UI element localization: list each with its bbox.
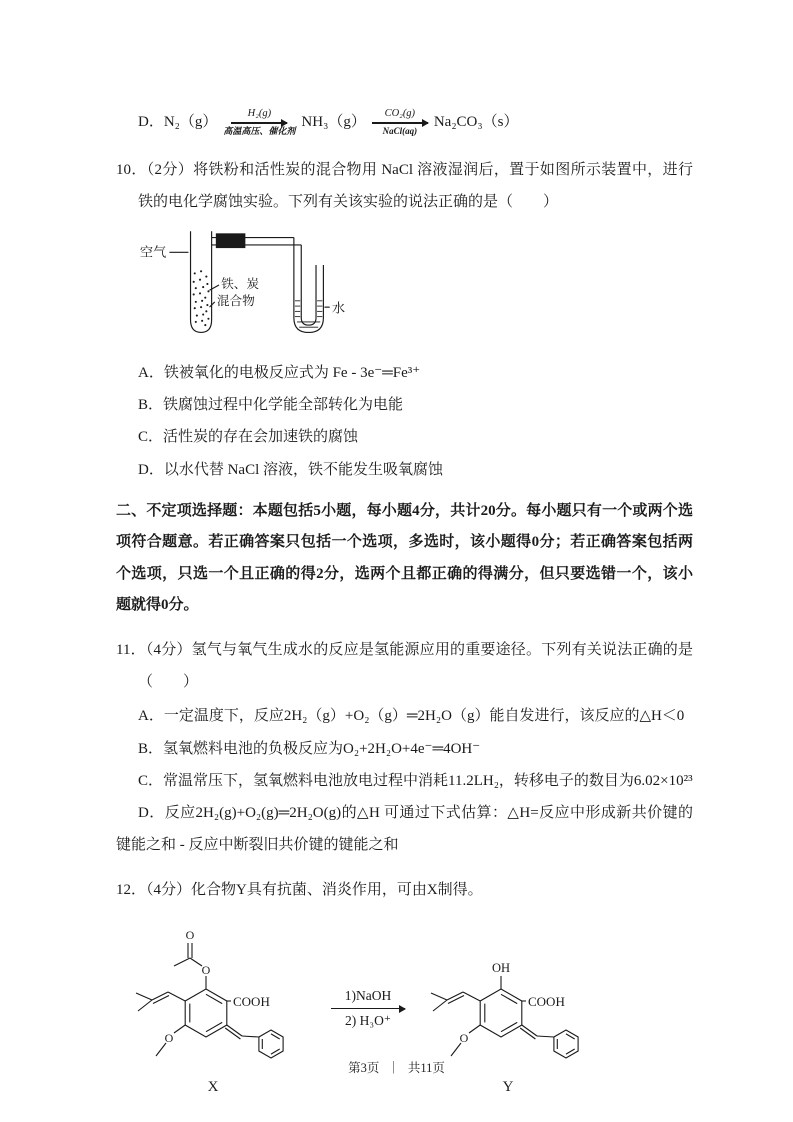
option-d-label: D． <box>138 113 164 130</box>
question-11-options <box>116 700 693 861</box>
diagram-label-air: 空气 <box>139 244 167 260</box>
q10-option-b: B．铁腐蚀过程中化学能全部转化为电能 <box>138 397 404 413</box>
apparatus-diagram <box>136 227 360 343</box>
y-structure-label: Y <box>502 1078 514 1095</box>
y-cooh-label: COOH <box>528 993 565 1009</box>
species-na2co3: Na₂CO₃（s） <box>433 113 519 130</box>
option-d-equation <box>138 102 693 142</box>
q10-option-c: C．活性炭的存在会加速铁的腐蚀 <box>138 429 359 446</box>
diagram-label-water: 水 <box>331 299 346 315</box>
q11-option-a: A．一定温度下，反应2H₂（g）+O₂（g）═2H₂O（g）能自发进行，该反应的△H＜0 <box>138 708 685 725</box>
arrow2-condition-below: NaCl(aq) <box>382 125 418 136</box>
mixture-dots <box>193 270 210 326</box>
arrow2-condition-above: CO₂(g) <box>384 108 416 120</box>
section-2-header: 二、不定项选择题：本题包括5小题，每小题4分，共计20分。每小题只有一个或两个选项符合题意。若正确答案只包括一个选项，多选时，该小题得0分；若正确答案包括两个选项，只选一个且正确的得2分，选两个且都正确的得满分，但只要选错一个，该小题就得0分。 <box>116 502 693 614</box>
question-10-diagram <box>136 227 693 355</box>
q12-arrow-line-icon <box>331 1008 405 1009</box>
arrow2-line-icon <box>372 122 428 123</box>
diagram-label-mixture-2: 混合物 <box>216 293 255 308</box>
molecule-y-bonds <box>431 976 578 1058</box>
q12-reaction-arrow <box>331 988 405 1030</box>
x-ester-oxygen-label: O <box>201 962 211 977</box>
x-methoxy-oxygen-label: O <box>164 1030 174 1045</box>
q10-option-a: A．铁被氧化的电极反应式为 Fe - 3e⁻═Fe³⁺ <box>138 364 421 381</box>
y-methoxy-oxygen-label: O <box>459 1030 469 1045</box>
footer-separator: ｜ <box>387 1061 400 1075</box>
species-nh3: NH₃（g） <box>301 113 366 130</box>
y-hydroxyl-label: OH <box>491 960 511 975</box>
question-10-options <box>116 357 693 486</box>
footer-page-number: 第3页 <box>348 1061 380 1075</box>
arrow1-line-icon <box>231 122 287 123</box>
diagram-label-mixture-1: 铁、炭 <box>221 276 260 291</box>
question-11-stem: 11．（4分）氢气与氧气生成水的反应是氢能源应用的重要途径。下列有关说法正确的是（ ） <box>116 641 693 690</box>
page-footer <box>0 1058 793 1076</box>
q11-option-c: C．常温常压下，氢氧燃料电池放电过程中消耗11.2LH₂，转移电子的数目为6.02×10²³ <box>138 772 693 789</box>
question-12-stem: 12．（4分）化合物Y具有抗菌、消炎作用，可由X制得。 <box>116 881 483 898</box>
q12-condition-1: 1)NaOH <box>344 987 392 1003</box>
question-10-stem: 10．（2分）将铁粉和活性炭的混合物用 NaCl 溶液湿润后，置于如图所示装置中，进行铁的电化学腐蚀实验。下列有关该实验的说法正确的是（ ） <box>116 162 693 211</box>
water-hatching <box>295 300 322 326</box>
reaction-arrow-1 <box>223 108 295 136</box>
q11-option-d: D．反应2H₂(g)+O₂(g)═2H₂O(g)的△H 可通过下式估算：△H=反应中形成新共价键的键能之和 - 反应中断裂旧共价键的键能之和 <box>116 805 693 854</box>
x-carbonyl-oxygen-label: O <box>185 927 195 942</box>
species-n2: N₂（g） <box>163 113 218 130</box>
arrow1-condition-above: H₂(g) <box>247 108 272 120</box>
q12-condition-2: 2) H₃O⁺ <box>345 1013 391 1029</box>
clamp-icon <box>216 233 246 248</box>
reaction-arrow-2 <box>372 108 428 136</box>
x-cooh-label: COOH <box>233 993 270 1009</box>
q10-option-d: D．以水代替 NaCl 溶液，铁不能发生吸氧腐蚀 <box>138 461 443 478</box>
arrow1-condition-below: 高温高压、催化剂 <box>223 125 296 136</box>
footer-total-pages: 共11页 <box>407 1061 445 1075</box>
q11-option-b: B．氢氧燃料电池的负极反应为O₂+2H₂O+4e⁻═4OH⁻ <box>138 740 481 757</box>
x-structure-label: X <box>207 1078 219 1095</box>
